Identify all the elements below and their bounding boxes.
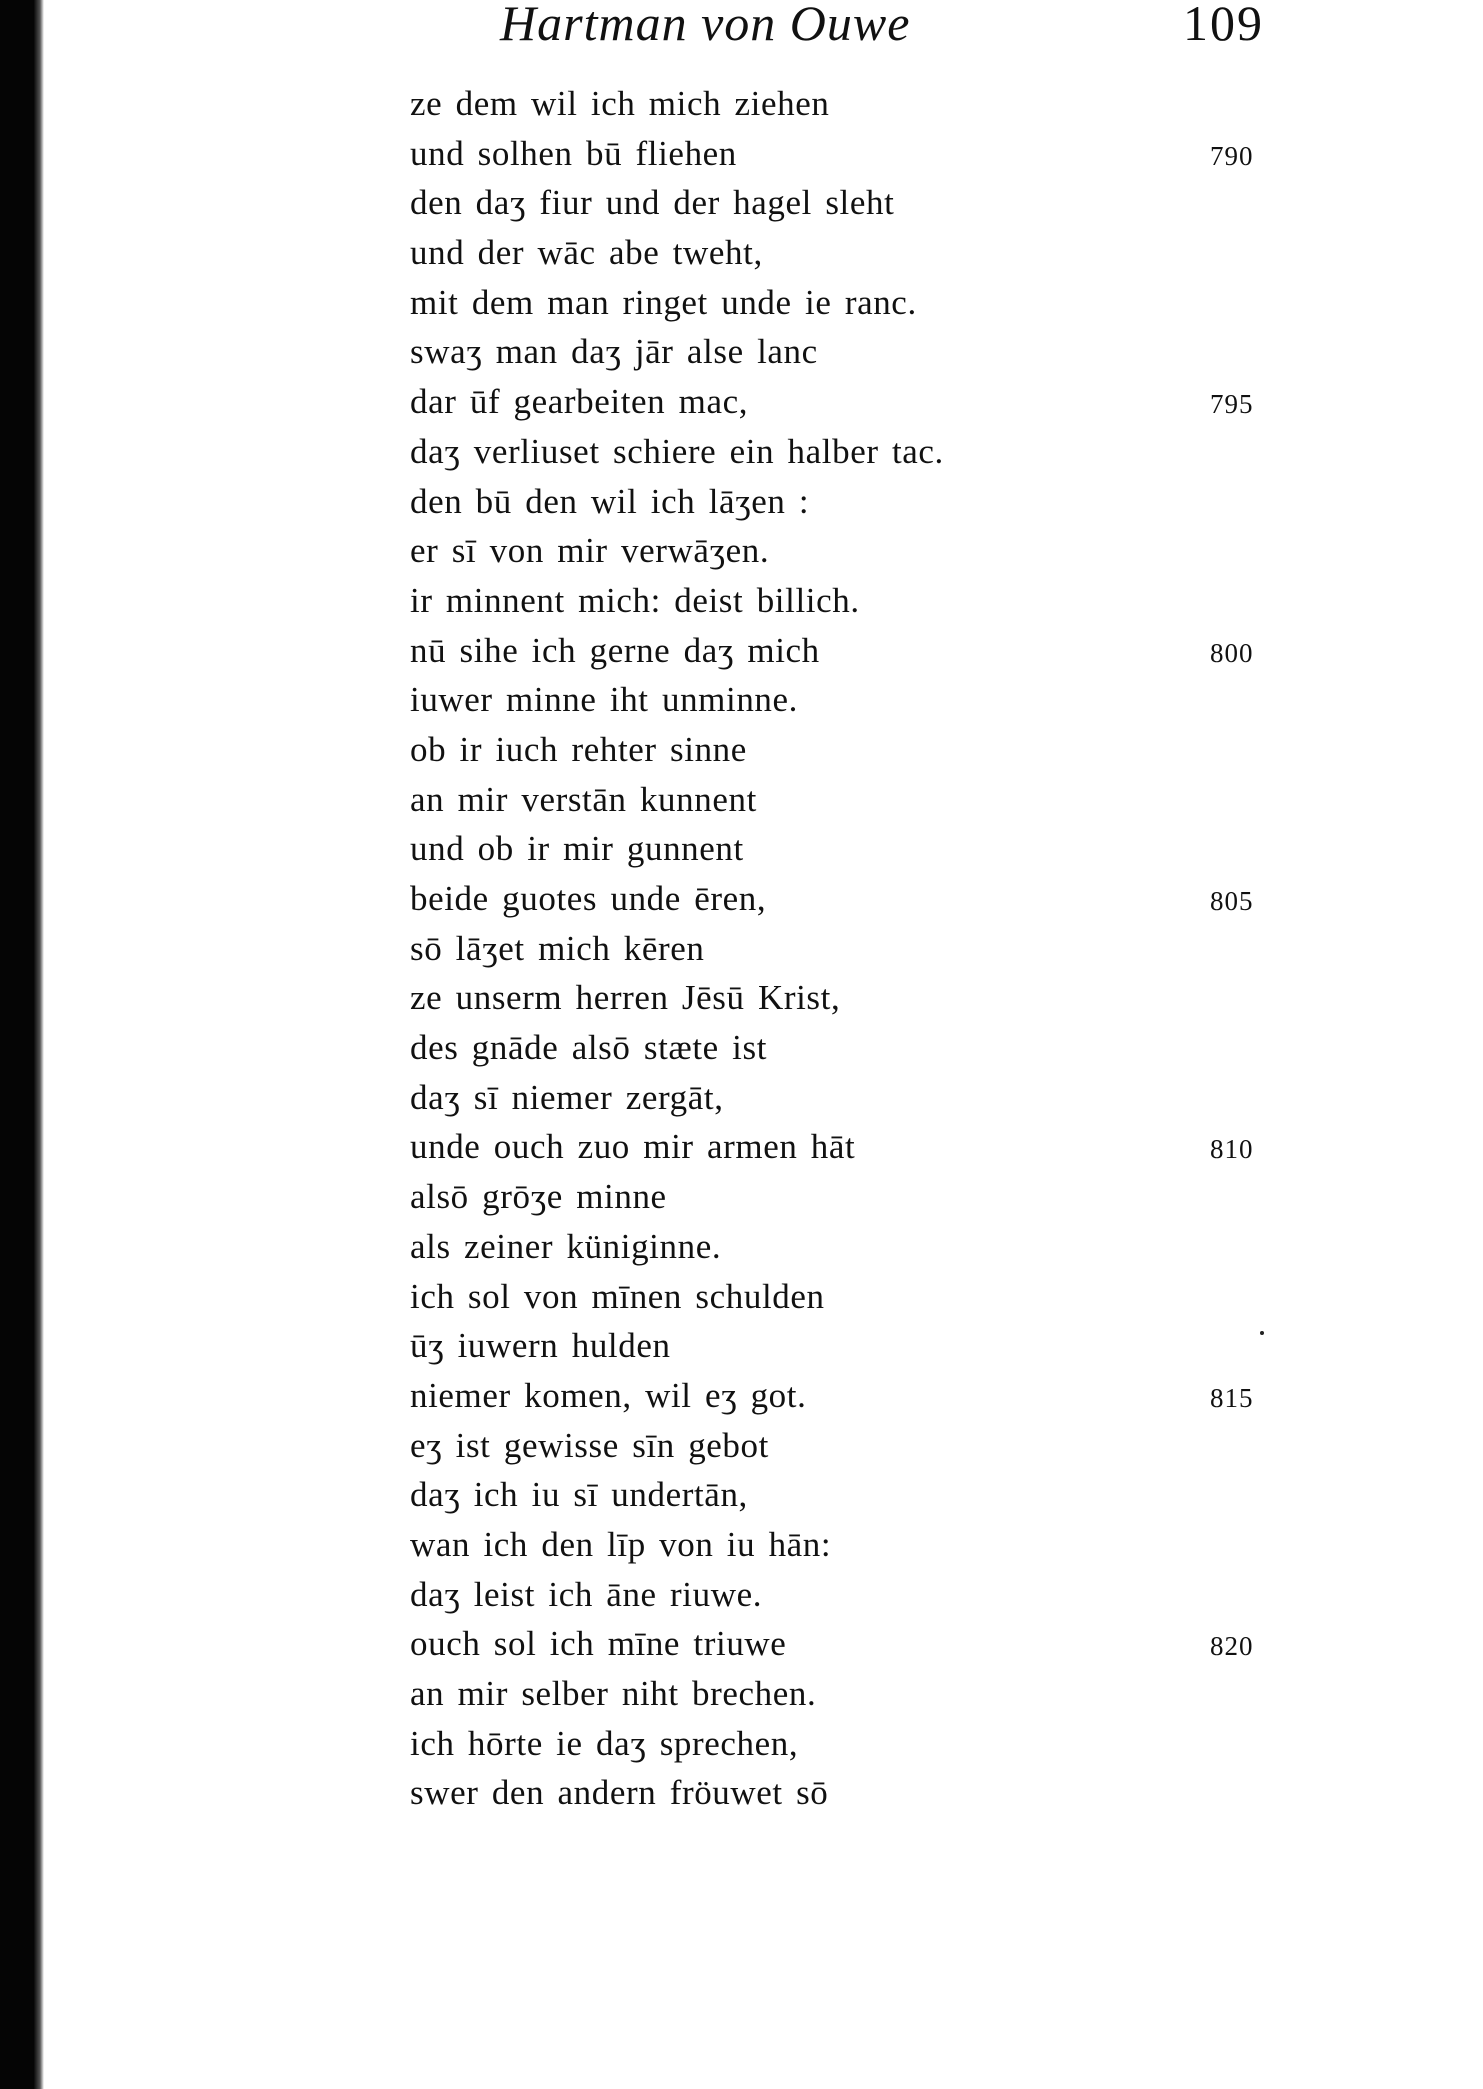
verse-line [410,1520,1410,1570]
line-number: 800 [1210,637,1254,668]
verse-text: ob ir iuch rehter sinne [410,729,747,769]
verse-text: daʒ leist ich āne riuwe. [410,1574,763,1614]
verse-text: ich hōrte ie daʒ sprechen, [410,1723,799,1763]
verse-text: niemer komen, wil eʒ got. [410,1375,807,1415]
verse-line [410,725,1410,775]
verse-line [410,924,1410,974]
verse-line [410,1023,1410,1073]
verse-line [410,1122,1410,1172]
verse-line [410,327,1410,377]
verse-line [410,1669,1410,1719]
line-number: 810 [1210,1134,1254,1165]
verse-text: swaʒ man daʒ jār alse lanc [410,332,818,372]
verse-line [410,1222,1410,1272]
line-number: 805 [1210,886,1254,916]
verse-text: wan ich den līp von iu hān: [410,1524,832,1564]
verse-text: den daʒ fiur und der hagel sleht [410,183,895,223]
verse-text: den bū den wil ich lāʒen : [410,481,810,521]
verse-line [410,526,1410,576]
verse-text: mit dem man ringet unde ie ranc. [410,282,917,322]
verse-text: dar ūf gearbeiten mac, [410,382,749,422]
verse-text: er sī von mir verwāʒen. [410,531,770,571]
verse-line [410,1421,1410,1471]
verse-text: eʒ ist gewisse sīn gebot [410,1425,769,1465]
verse-line [410,1768,1410,1818]
verse-line [410,626,1410,676]
verse-line [410,377,1410,427]
line-number: 795 [1210,389,1254,420]
verse-line [410,1619,1410,1669]
verse-text: iuwer minne iht unminne. [410,680,799,720]
verse-line [410,775,1410,825]
verse-text: sō lāʒet mich kēren [410,928,705,968]
verse-line [410,228,1410,278]
verse-line [410,824,1410,874]
verse-line [410,1073,1410,1123]
line-number: 820 [1210,1631,1254,1662]
poem-text-block [410,79,1410,1818]
verse-text: an mir selber niht brechen. [410,1674,817,1713]
verse-text: ze unserm herren Jēsū Krist, [410,978,841,1018]
running-title: Hartman von Ouwe [500,0,911,51]
verse-text: ouch sol ich mīne triuwe [410,1624,787,1664]
line-number: 815 [1210,1382,1254,1413]
verse-line [410,874,1410,924]
verse-text: des gnāde alsō stæte ist [410,1028,768,1068]
verse-line [410,576,1410,626]
verse-line [410,1719,1410,1769]
verse-line [410,278,1410,328]
verse-text: als zeiner küniginne. [410,1226,722,1266]
print-speck [1260,1331,1264,1335]
verse-text: beide guotes unde ēren, [410,879,767,918]
verse-line [410,1371,1410,1421]
verse-text: ūʒ iuwern hulden [410,1326,671,1366]
verse-text: alsō grōʒe minne [410,1177,667,1217]
verse-line [410,1321,1410,1371]
verse-text: ich sol von mīnen schulden [410,1276,825,1316]
page-header [0,0,1483,60]
verse-text: daʒ ich iu sī undertān, [410,1475,748,1515]
verse-text: ze dem wil ich mich ziehen [410,84,830,123]
verse-line [410,129,1410,179]
page-binding-edge [0,0,44,2089]
verse-line [410,178,1410,228]
verse-line [410,477,1410,527]
verse-line [410,79,1410,129]
verse-line [410,1470,1410,1520]
line-number: 790 [1210,140,1254,171]
verse-text: an mir verstān kunnent [410,779,757,819]
verse-line [410,1570,1410,1620]
verse-text: daʒ sī niemer zergāt, [410,1077,724,1117]
page-number: 109 [1183,0,1264,51]
verse-text: swer den andern fröuwet sō [410,1773,829,1813]
verse-text: und solhen bū fliehen [410,133,737,173]
verse-line [410,675,1410,725]
verse-line [410,973,1410,1023]
verse-text: und ob ir mir gunnent [410,829,744,869]
verse-line [410,427,1410,477]
verse-line [410,1172,1410,1222]
verse-text: und der wāc abe tweht, [410,233,763,273]
verse-text: ir minnent mich: deist billich. [410,580,860,620]
verse-text: unde ouch zuo mir armen hāt [410,1127,856,1167]
verse-text: daʒ verliuset schiere ein halber tac. [410,431,944,471]
verse-text: nū sihe ich gerne daʒ mich [410,630,820,670]
verse-line [410,1272,1410,1322]
